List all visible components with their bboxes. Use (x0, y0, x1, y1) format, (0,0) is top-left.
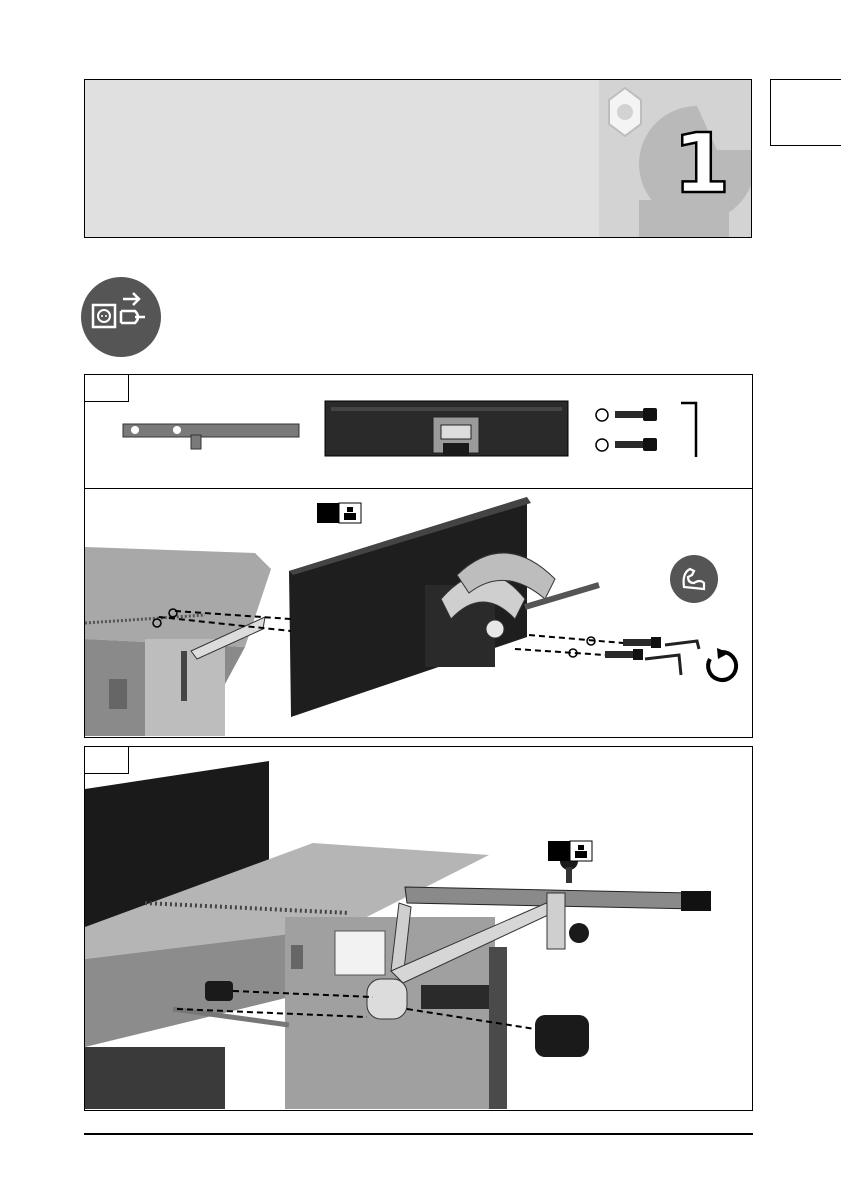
planer-table (85, 547, 271, 736)
header-banner (84, 79, 752, 238)
language-tab (770, 79, 841, 146)
rotate-clockwise-icon (703, 647, 741, 685)
washers-bolts (596, 408, 657, 451)
star-knob (535, 1015, 589, 1057)
step-number: 1 (673, 117, 731, 212)
toolbox-icon (548, 841, 592, 861)
step-1-panel (84, 488, 753, 738)
hex-key (681, 403, 696, 457)
step-2-panel (84, 746, 753, 1111)
footer-rule (84, 1133, 753, 1135)
strength-arm-icon (670, 555, 718, 603)
fence-plate (325, 401, 568, 456)
knob (205, 981, 233, 1001)
wrench-nut-illustration (599, 80, 751, 237)
parts-panel (84, 374, 753, 489)
unplug-power-icon (81, 277, 161, 357)
toolbox-icon (317, 503, 361, 523)
mounting-bracket (123, 424, 299, 449)
